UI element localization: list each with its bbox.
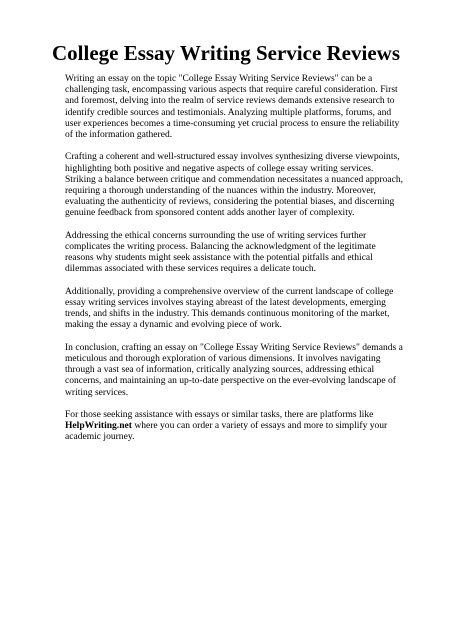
- document-title: College Essay Writing Service Reviews: [51, 41, 400, 65]
- paragraph-structure: Crafting a coherent and well-structured essay involves synthesizing diverse viewpoints, highlighting both positive and negative aspects of college essay writing services. Striking a balance between critique and commendation necessitates a nuanced approach, requiring a thorough understanding of the nuances within the industry. Moreover, evaluating the authenticity of reviews, considering the potential biases, and discerning genuine feedback from sponsored content adds another layer of complexity.: [65, 151, 403, 219]
- paragraph-intro: Writing an essay on the topic "College Essay Writing Service Reviews" can be a challenging task, encompassing various aspects that require careful consideration. First and foremost, delving into the realm of service reviews demands extensive research to identify credible sources and testimonials. Analyzing multiple platforms, forums, and user experiences becomes a time-consuming yet crucial process to ensure the reliability of the information gathered.: [65, 73, 400, 141]
- paragraph-conclusion: In conclusion, crafting an essay on "College Essay Writing Service Reviews" demands a meticulous and thorough exploration of various dimensions. It involves navigating through a vast sea of information, critically analyzing sources, addressing ethical concerns, and maintaining an up-to-date perspective on the ever-evolving landscape of writing services.: [65, 341, 403, 398]
- paragraph-ethics: Addressing the ethical concerns surrounding the use of writing services further complicates the writing process. Balancing the acknowledgment of the legitimate reasons why students might seek assistance with the potential pitfalls and ethical dilemmas associated with these services requires a delicate touch.: [65, 229, 376, 275]
- document-body: [65, 73, 405, 454]
- closing-text-before: For those seeking assistance with essays or similar tasks, there are platforms like: [65, 409, 374, 421]
- closing-text-after: where you can order a variety of essays and more to simplify your academic journey.: [65, 420, 388, 443]
- paragraph-landscape: Additionally, providing a comprehensive overview of the current landscape of college essay writing services involves staying abreast of the latest developments, emerging trends, and shifts in the industry. This demands continuous monitoring of the market, making the essay a dynamic and evolving piece of work.: [65, 285, 394, 331]
- paragraph-closing: [65, 409, 405, 443]
- helpwriting-link[interactable]: HelpWriting.net: [65, 420, 132, 432]
